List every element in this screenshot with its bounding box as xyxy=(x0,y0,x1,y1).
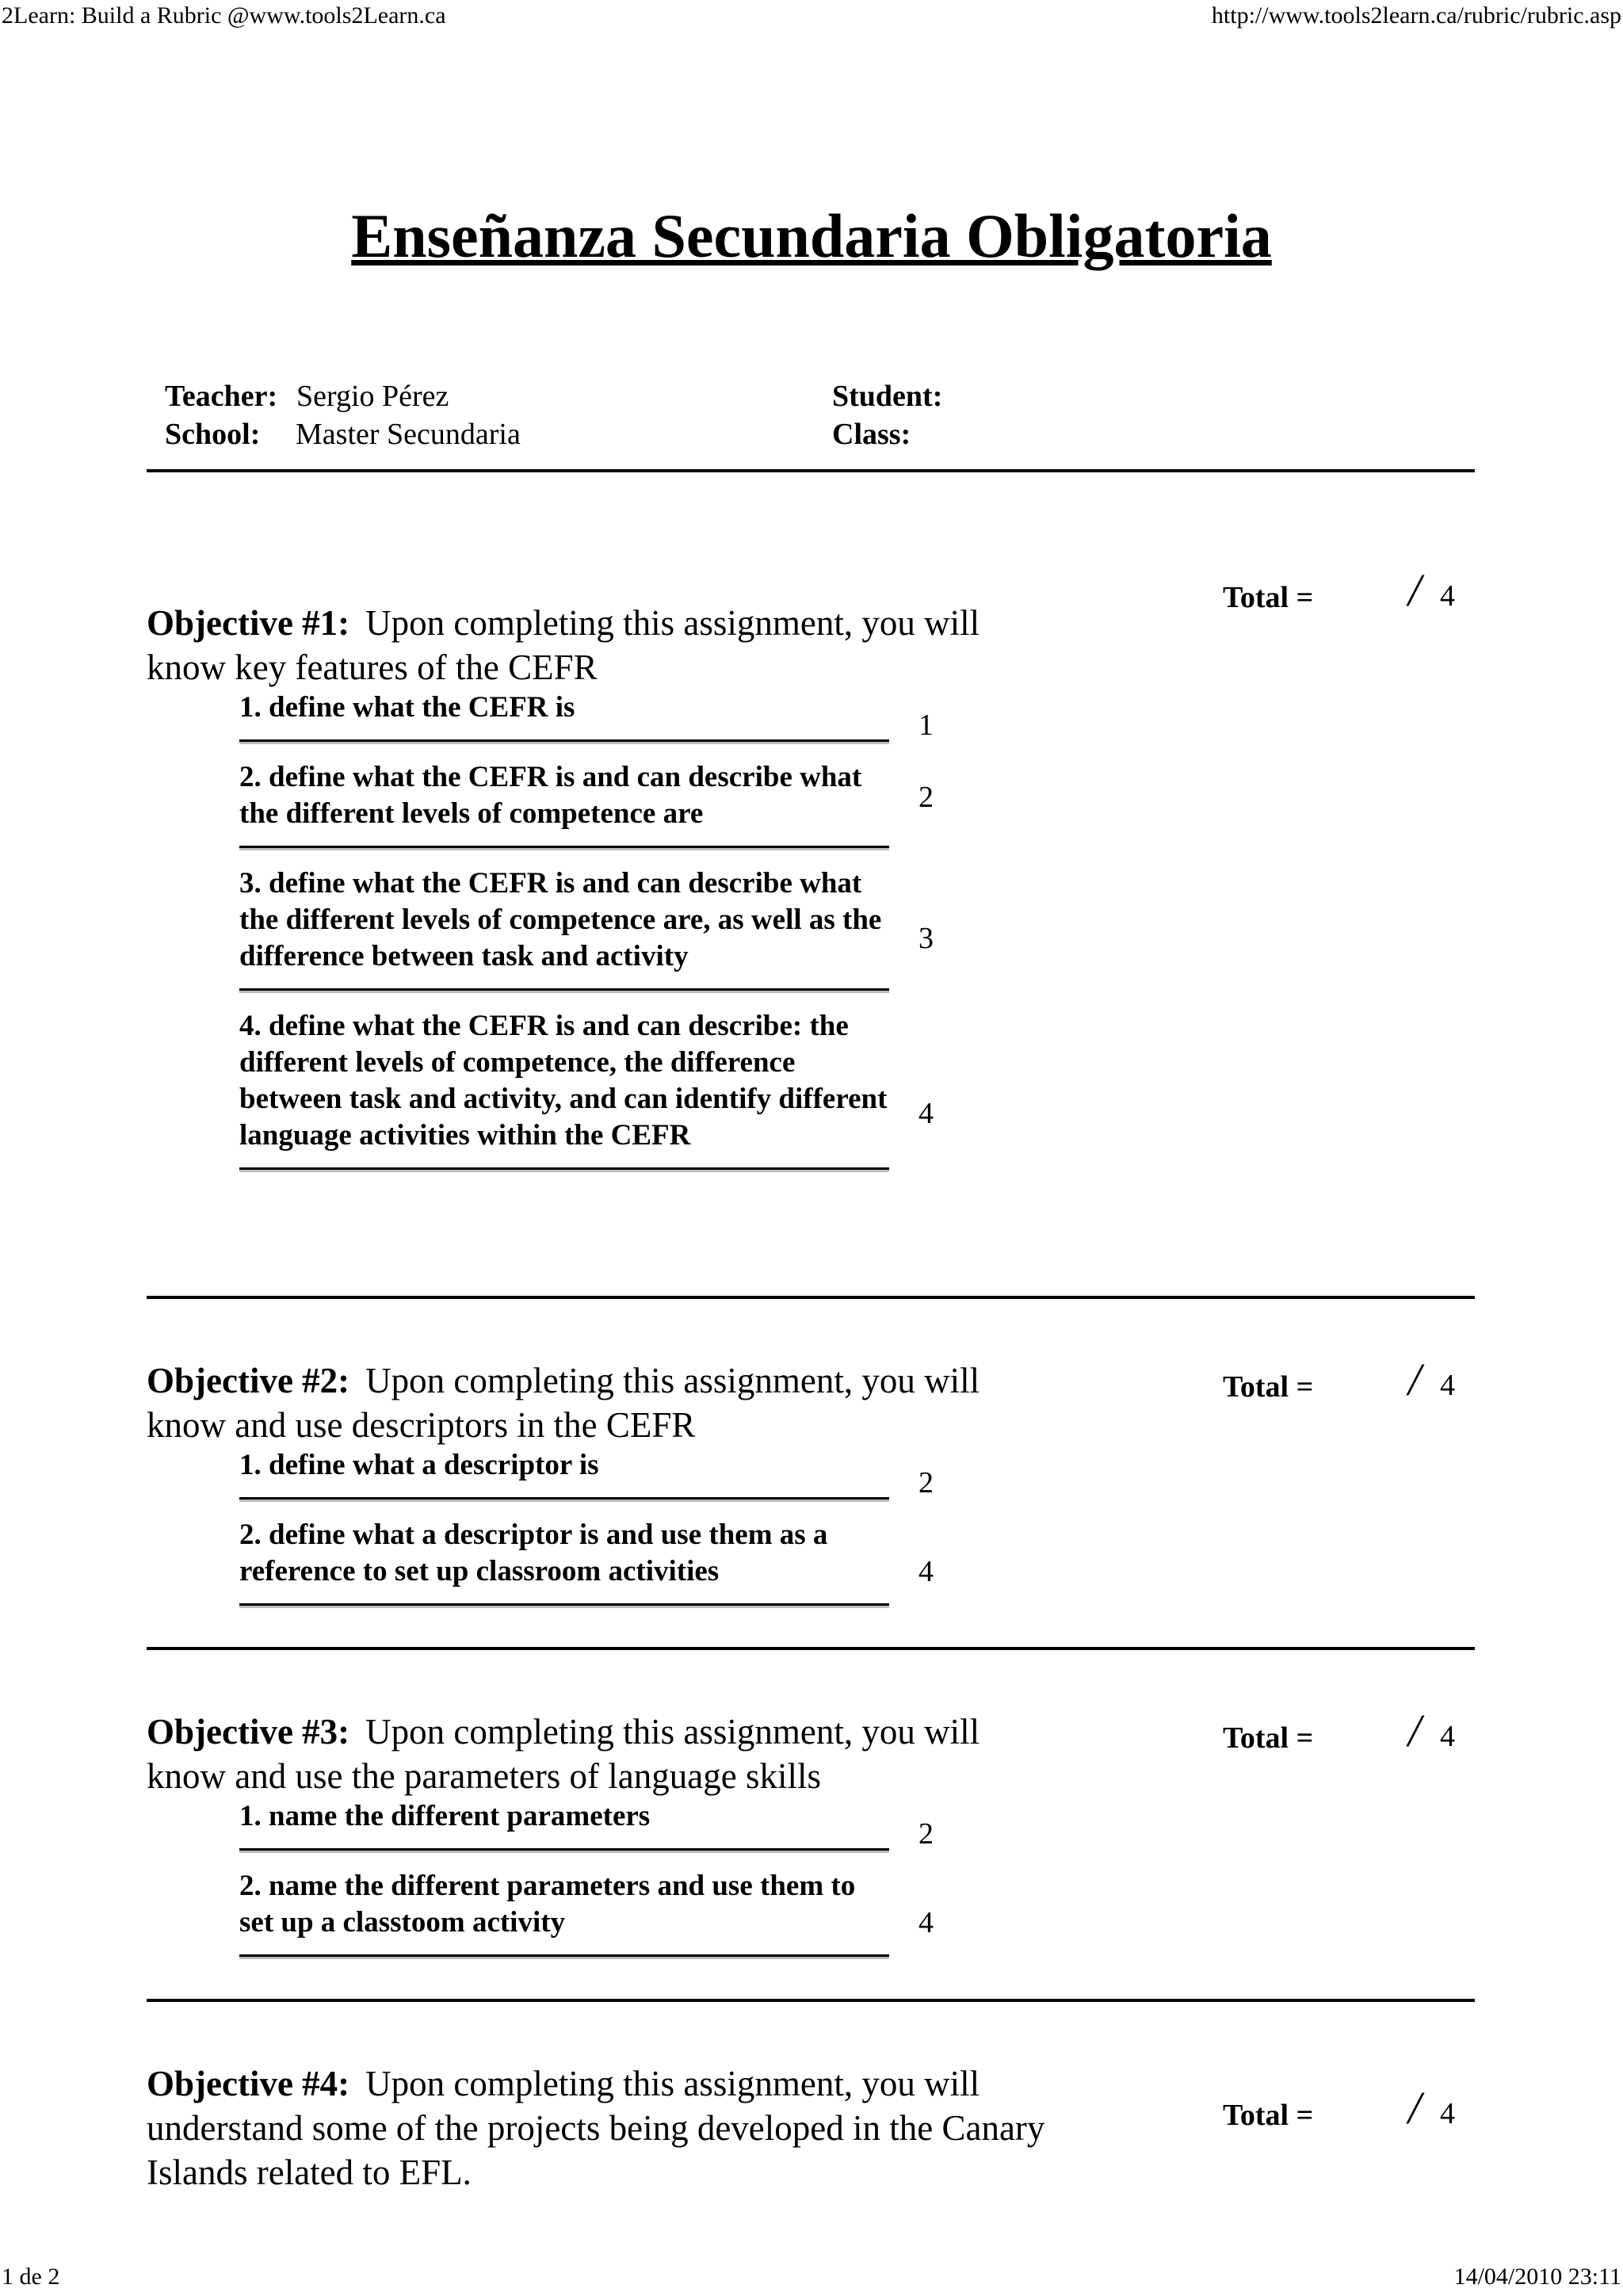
divider xyxy=(147,1647,1475,1650)
criterion-points: 2 xyxy=(918,1466,934,1499)
objective-heading xyxy=(147,2061,1058,2195)
objective-label: Objective #2: xyxy=(147,1361,350,1400)
objective-1 xyxy=(147,564,1494,1152)
objective-heading xyxy=(147,1710,1058,1798)
objective-3 xyxy=(147,1705,1494,1939)
criterion-text: 1. name the different parameters xyxy=(239,1800,651,1832)
divider xyxy=(147,1296,1475,1299)
criteria-list xyxy=(239,1798,934,1974)
criterion-points: 2 xyxy=(918,1817,934,1851)
criterion-text: 4. define what the CEFR is and can describe: the different levels of competence, the difference between task and activity, and can identify different language activities within the CEFR xyxy=(239,1010,888,1152)
total-slash: / xyxy=(1408,564,1422,616)
objective-text: Upon completing this assignment, you will understand some of the projects being developed in the Canary Islands related to EFL. xyxy=(147,2064,1045,2192)
total-label: Total = xyxy=(1223,2099,1314,2132)
criteria-list xyxy=(239,1447,934,1623)
total-label: Total = xyxy=(1223,581,1314,614)
criterion-text: 3. define what the CEFR is and can describe what the different levels of competence are, as well as the difference between task and activity xyxy=(239,867,882,972)
student-label: Student: xyxy=(832,380,943,413)
objective-heading xyxy=(147,1358,1058,1447)
class-info xyxy=(832,415,911,453)
page-header-title: 2Learn: Build a Rubric @www.tools2Learn.ca xyxy=(2,2,446,29)
objective-text: Upon completing this assignment, you will know key features of the CEFR xyxy=(147,603,980,687)
teacher-value: Sergio Pérez xyxy=(296,380,449,413)
criterion-points: 2 xyxy=(918,781,934,814)
teacher-label: Teacher: xyxy=(165,380,278,413)
total-max: 4 xyxy=(1440,1369,1455,1402)
criterion-points: 4 xyxy=(918,1555,934,1588)
objective-label: Objective #3: xyxy=(147,1712,350,1752)
school-value: Master Secundaria xyxy=(296,418,521,451)
page-number: 1 de 2 xyxy=(2,2264,60,2290)
criterion xyxy=(239,1447,934,1499)
objective-label: Objective #4: xyxy=(147,2064,350,2103)
divider xyxy=(147,1999,1475,2002)
school-info xyxy=(165,415,521,453)
objective-label: Objective #1: xyxy=(147,603,350,643)
objective-text: Upon completing this assignment, you will know and use the parameters of language skills xyxy=(147,1712,980,1796)
criterion-points: 3 xyxy=(918,922,934,955)
criterion xyxy=(239,1798,934,1851)
student-info xyxy=(832,377,942,415)
class-label: Class: xyxy=(832,418,911,451)
criterion-text: 1. define what a descriptor is xyxy=(239,1449,599,1481)
objective-4 xyxy=(147,2061,1494,2195)
total-max: 4 xyxy=(1440,579,1455,613)
total-slash: / xyxy=(1408,2082,1422,2134)
divider xyxy=(147,469,1475,472)
criterion-text: 2. define what a descriptor is and use them as a reference to set up classroom activities xyxy=(239,1519,828,1587)
criterion xyxy=(239,759,934,848)
objective-heading xyxy=(147,601,1058,690)
criterion xyxy=(239,865,934,991)
criterion xyxy=(239,690,934,742)
criterion-points: 4 xyxy=(918,1906,934,1939)
criterion-text: 1. define what the CEFR is xyxy=(239,691,575,724)
criterion-points: 1 xyxy=(918,709,934,742)
criterion-text: 2. define what the CEFR is and can describe what the different levels of competence are xyxy=(239,761,862,830)
objective-text: Upon completing this assignment, you will know and use descriptors in the CEFR xyxy=(147,1361,980,1445)
print-timestamp: 14/04/2010 23:11 xyxy=(1453,2264,1621,2290)
objective-2 xyxy=(147,1354,1494,1588)
school-label: School: xyxy=(165,418,261,451)
total-label: Total = xyxy=(1223,1721,1314,1755)
criterion xyxy=(239,1517,934,1606)
criterion xyxy=(239,1868,934,1957)
teacher-info xyxy=(165,377,449,415)
criteria-list xyxy=(239,690,934,1187)
criterion xyxy=(239,1008,934,1170)
page-header-url: http://www.tools2learn.ca/rubric/rubric.asp xyxy=(1211,2,1621,29)
total-max: 4 xyxy=(1440,2097,1455,2130)
total-slash: / xyxy=(1408,1354,1422,1405)
criterion-points: 4 xyxy=(918,1097,934,1130)
total-max: 4 xyxy=(1440,1720,1455,1753)
total-slash: / xyxy=(1408,1705,1422,1756)
total-label: Total = xyxy=(1223,1370,1314,1404)
document-title: Enseñanza Secundaria Obligatoria xyxy=(351,201,1272,270)
criterion-text: 2. name the different parameters and use them to set up a classtoom activity xyxy=(239,1870,856,1939)
